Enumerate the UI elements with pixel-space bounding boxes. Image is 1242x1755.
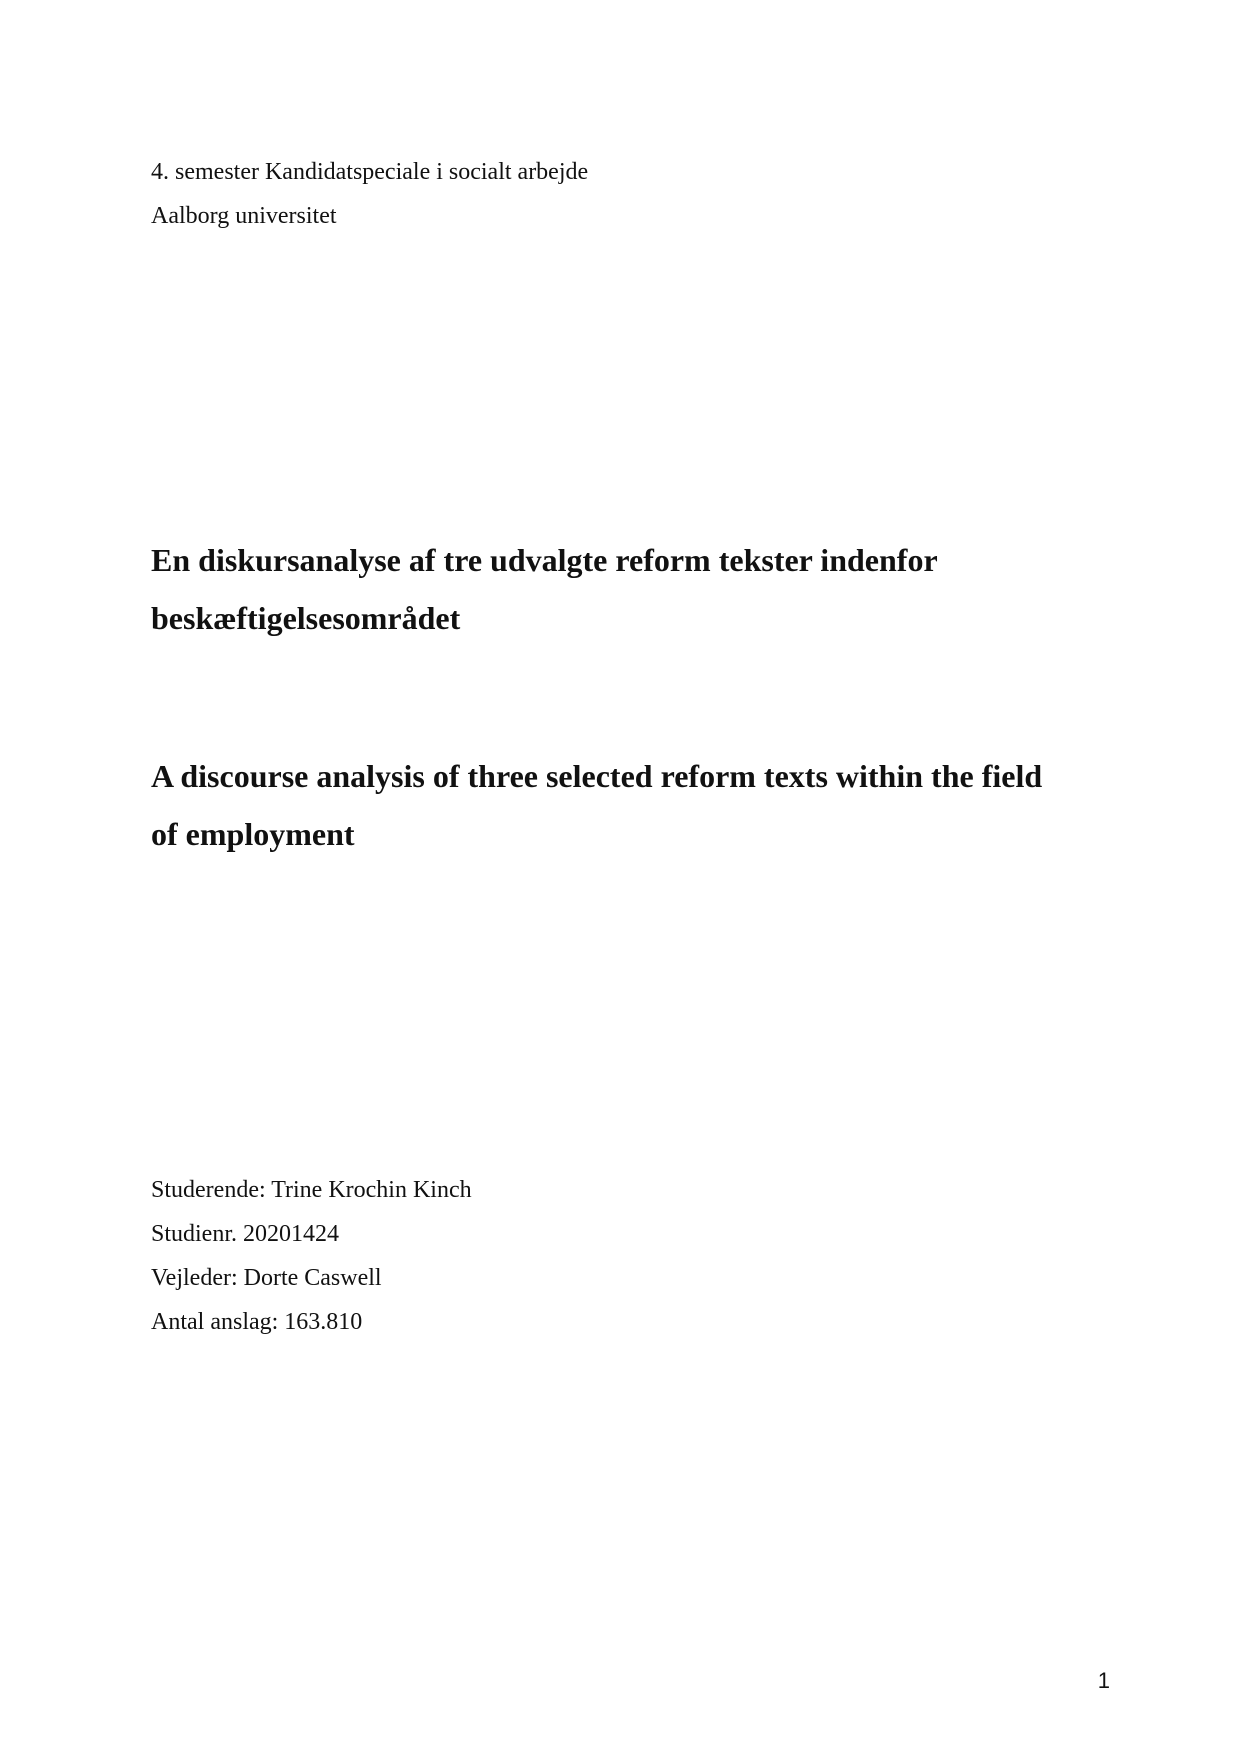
program-line: 4. semester Kandidatspeciale i socialt arbejde [151,159,589,185]
header-block [151,150,1051,238]
student-number: Studienr. 20201424 [151,1221,340,1247]
university-line: Aalborg universitet [151,203,337,229]
title-english-line-2: of employment [151,816,355,852]
title-danish [151,531,1111,647]
student-info-block [151,1168,851,1344]
student-name: Studerende: Trine Krochin Kinch [151,1177,472,1203]
title-english [151,747,1111,863]
character-count: Antal anslag: 163.810 [151,1309,363,1335]
supervisor: Vejleder: Dorte Caswell [151,1265,382,1291]
title-danish-line-2: beskæftigelsesområdet [151,600,461,636]
title-danish-line-1: En diskursanalyse af tre udvalgte reform tekster indenfor [151,542,938,578]
page-number: 1 [1097,1668,1110,1693]
title-english-line-1: A discourse analysis of three selected reform texts within the field [151,758,1043,794]
